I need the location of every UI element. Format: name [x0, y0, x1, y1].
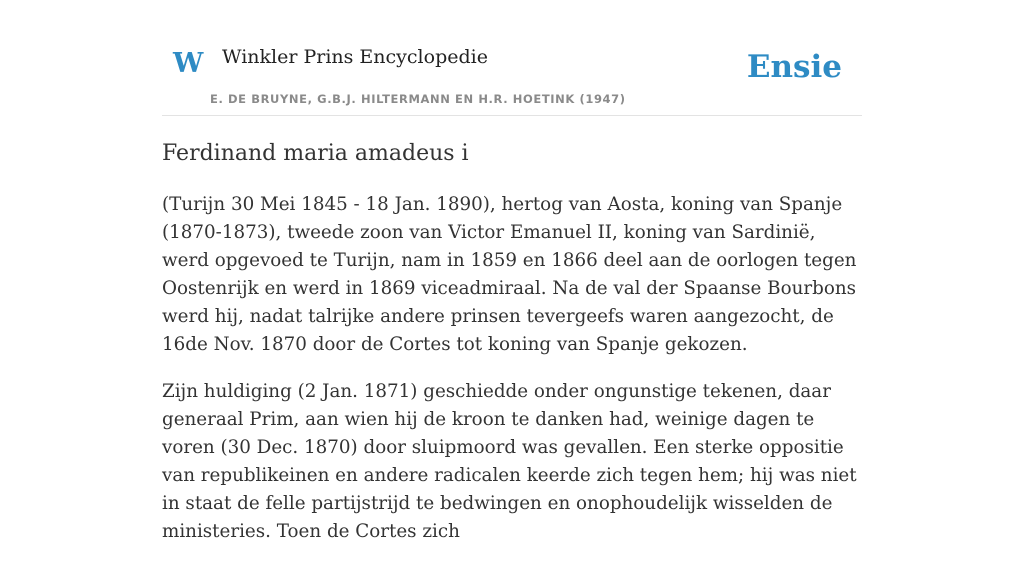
authors-line: E. DE BRUYNE, G.B.J. HILTERMANN EN H.R. HOETINK (1947) [210, 92, 626, 106]
article-paragraph: (Turijn 30 Mei 1845 - 18 Jan. 1890), hertog van Aosta, koning van Spanje (1870-1873), tweede zoon van Victor Emanuel II, koning van Sardinië, werd opgevoed te Turijn, nam in 1859 en 1866 deel aan de oorlogen tegen Oostenrijk en werd in 1869 viceadmiraal. Na de val der Spaanse Bourbons werd hij, nadat talrijke andere prinsen tevergeefs waren aangezocht, de 16de Nov. 1870 door de Cortes tot koning van Spanje gekozen. [162, 194, 857, 355]
article-paragraph: Zijn huldiging (2 Jan. 1871) geschiedde onder ongunstige tekenen, daar generaal Prim, aan wien hij de kroon te danken had, weinige dagen te voren (30 Dec. 1870) door sluipmoord was gevallen. Een sterke oppositie van republikeinen en andere radicalen keerde zich tegen hem; hij was niet in staat de felle partijstrijd te bedwingen en onophoudelijk wisselden de ministeries. Toen de Cortes zich [162, 381, 857, 542]
article-title: Ferdinand maria amadeus i [162, 141, 469, 166]
site-header [162, 0, 862, 116]
article-body [162, 191, 862, 565]
winkler-prins-logo[interactable]: W [173, 48, 204, 79]
content-container [162, 0, 862, 542]
site-title[interactable]: Winkler Prins Encyclopedie [222, 46, 488, 68]
ensie-logo[interactable]: Ensie [746, 49, 842, 85]
